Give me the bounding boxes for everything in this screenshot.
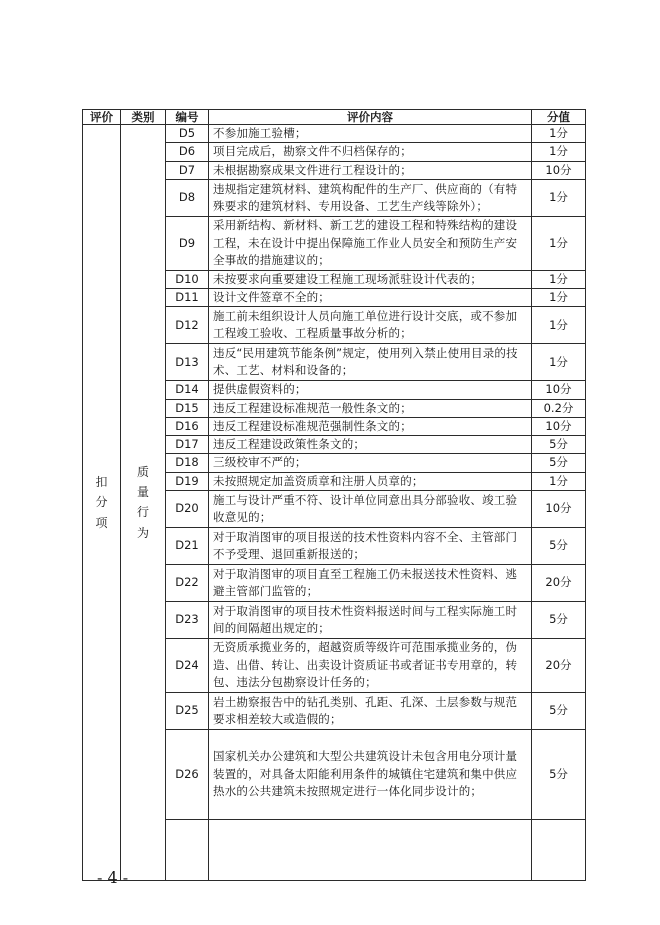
header-code: 编号 <box>166 110 209 125</box>
row-score: 20分 <box>532 638 586 692</box>
row-content: 违反工程建设标准规范一般性条文的； <box>209 399 532 417</box>
blank-cell <box>209 819 532 880</box>
row-score: 5分 <box>532 454 586 472</box>
blank-cell <box>532 819 586 880</box>
row-content: 违规指定建筑材料、建筑构配件的生产厂、供应商的（有特殊要求的建筑材料、专用设备、工艺生产线等除外）； <box>209 179 532 216</box>
row-score: 10分 <box>532 417 586 435</box>
row-code: D22 <box>166 564 209 601</box>
row-score: 5分 <box>532 692 586 729</box>
row-content: 未按要求向重要建设工程施工现场派驻设计代表的； <box>209 270 532 288</box>
row-content: 对于取消图审的项目直至工程施工仍未报送技术性资料、逃避主管部门监管的； <box>209 564 532 601</box>
row-code: D7 <box>166 161 209 179</box>
row-score: 1分 <box>532 179 586 216</box>
evaluation-table <box>82 109 586 881</box>
header-evaluation: 评价 <box>83 110 121 125</box>
row-score: 1分 <box>532 344 586 381</box>
row-score: 5分 <box>532 436 586 454</box>
row-score: 0.2分 <box>532 399 586 417</box>
category-cell <box>121 125 166 881</box>
page-number: - 4 - <box>97 868 129 887</box>
header-content: 评价内容 <box>209 110 532 125</box>
row-content: 违反工程建设标准规范强制性条文的； <box>209 417 532 435</box>
row-content: 提供虚假资料的； <box>209 381 532 399</box>
row-score: 1分 <box>532 216 586 270</box>
row-code: D13 <box>166 344 209 381</box>
row-code: D19 <box>166 472 209 490</box>
row-code: D14 <box>166 381 209 399</box>
row-score: 1分 <box>532 289 586 307</box>
row-code: D21 <box>166 527 209 564</box>
row-score: 20分 <box>532 564 586 601</box>
row-code: D25 <box>166 692 209 729</box>
row-content: 对于取消图审的项目技术性资料报送时间与工程实际施工时间的间隔超出规定的； <box>209 601 532 638</box>
row-content: 岩土勘察报告中的钻孔类别、孔距、孔深、土层参数与规范要求相差较大或造假的； <box>209 692 532 729</box>
row-content: 违反工程建设政策性条文的； <box>209 436 532 454</box>
row-score: 5分 <box>532 601 586 638</box>
row-score: 5分 <box>532 729 586 819</box>
row-content: 未按照规定加盖资质章和注册人员章的； <box>209 472 532 490</box>
row-content: 施工前未组织设计人员向施工单位进行设计交底，或不参加工程竣工验收、工程质量事故分析的； <box>209 307 532 344</box>
row-content: 无资质承揽业务的，超越资质等级许可范围承揽业务的，伪造、出借、转让、出卖设计资质证书或者证书专用章的，转包、违法分包勘察设计任务的； <box>209 638 532 692</box>
row-code: D5 <box>166 125 209 143</box>
row-code: D24 <box>166 638 209 692</box>
row-content: 设计文件签章不全的； <box>209 289 532 307</box>
row-score: 10分 <box>532 381 586 399</box>
row-code: D18 <box>166 454 209 472</box>
row-content: 采用新结构、新材料、新工艺的建设工程和特殊结构的建设工程，未在设计中提出保障施工作业人员安全和预防生产安全事故的措施建议的； <box>209 216 532 270</box>
row-content: 项目完成后，勘察文件不归档保存的； <box>209 143 532 161</box>
row-code: D12 <box>166 307 209 344</box>
row-code: D10 <box>166 270 209 288</box>
evaluation-cell-text: 扣 分 项 <box>95 474 108 530</box>
row-score: 1分 <box>532 472 586 490</box>
row-code: D6 <box>166 143 209 161</box>
row-score: 1分 <box>532 143 586 161</box>
row-code: D9 <box>166 216 209 270</box>
row-code: D20 <box>166 490 209 527</box>
category-cell-text: 质 量 行 为 <box>136 464 149 540</box>
row-score: 10分 <box>532 490 586 527</box>
row-content: 对于取消图审的项目报送的技术性资料内容不全、主管部门不予受理、退回重新报送的； <box>209 527 532 564</box>
table-header-row <box>83 110 586 125</box>
header-category: 类别 <box>121 110 166 125</box>
row-code: D16 <box>166 417 209 435</box>
row-content: 三级校审不严的； <box>209 454 532 472</box>
row-code: D26 <box>166 729 209 819</box>
row-content: 不参加施工验槽； <box>209 125 532 143</box>
evaluation-cell <box>83 125 121 881</box>
row-content: 未根据勘察成果文件进行工程设计的； <box>209 161 532 179</box>
row-score: 1分 <box>532 270 586 288</box>
row-content: 施工与设计严重不符、设计单位同意出具分部验收、竣工验收意见的； <box>209 490 532 527</box>
row-score: 5分 <box>532 527 586 564</box>
row-score: 1分 <box>532 125 586 143</box>
row-code: D8 <box>166 179 209 216</box>
row-code: D23 <box>166 601 209 638</box>
row-content: 国家机关办公建筑和大型公共建筑设计未包含用电分项计量装置的，对具备太阳能利用条件的城镇住宅建筑和集中供应热水的公共建筑未按照规定进行一体化同步设计的； <box>209 729 532 819</box>
header-score: 分值 <box>532 110 586 125</box>
row-code: D15 <box>166 399 209 417</box>
row-score: 10分 <box>532 161 586 179</box>
row-code: D11 <box>166 289 209 307</box>
blank-cell <box>166 819 209 880</box>
row-score: 1分 <box>532 307 586 344</box>
row-code: D17 <box>166 436 209 454</box>
row-content: 违反“民用建筑节能条例”规定，使用列入禁止使用目录的技术、工艺、材料和设备的； <box>209 344 532 381</box>
table-row <box>83 125 586 143</box>
